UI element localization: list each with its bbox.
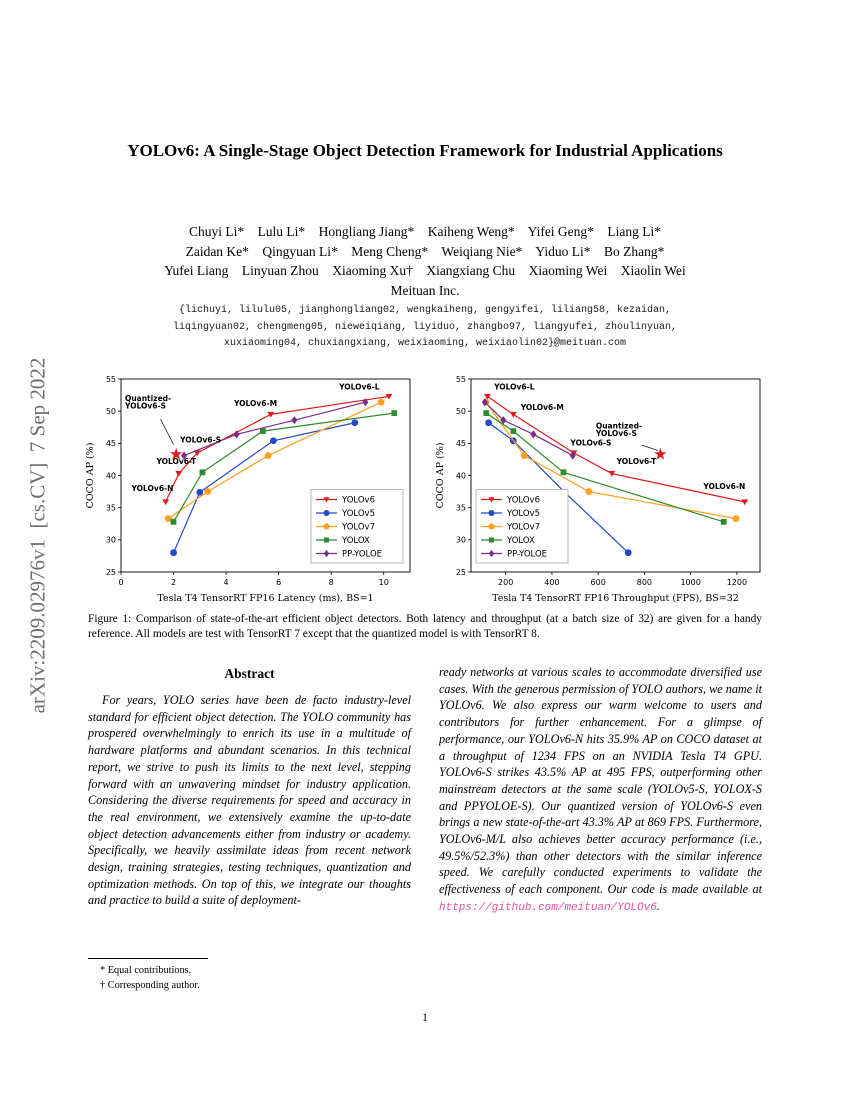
footnote-corresponding: † Corresponding author. (100, 980, 200, 992)
svg-text:30: 30 (105, 535, 116, 545)
svg-text:40: 40 (105, 471, 116, 481)
svg-text:YOLOv5: YOLOv5 (342, 509, 375, 519)
email-line-2: liqingyuan02, chengmeng05, nieweiqiang, liyiduo, zhangbo97, liangyufei, zhoulinyuan, (172, 321, 678, 333)
svg-text:YOLOv5: YOLOv5 (507, 509, 540, 519)
svg-text:YOLOv6-S: YOLOv6-S (124, 401, 167, 411)
svg-text:YOLOv6-N: YOLOv6-N (131, 483, 174, 493)
svg-text:YOLOv7: YOLOv7 (507, 522, 540, 533)
svg-text:45: 45 (105, 439, 116, 449)
svg-text:YOLOv6-L: YOLOv6-L (494, 382, 535, 392)
svg-text:2: 2 (170, 578, 177, 587)
svg-text:0: 0 (118, 578, 124, 587)
figure1 (0, 370, 850, 608)
svg-text:50: 50 (455, 406, 466, 416)
svg-text:6: 6 (276, 578, 282, 587)
abstract-paragraph-right (439, 664, 762, 916)
svg-text:YOLOX: YOLOX (342, 536, 370, 546)
abstract-paragraph-left: For years, YOLO series have been de facto industry-level standard for efficient object detection. The YOLO community has prospered overwhelmingly to enrich its use in a multitude of hardware platforms and abundant scenarios. In this technical report, we strive to push its limits to the next level, stepping forward with an unwavering mindset for industry application. Considering the diverse requirements for speed and accuracy in the real environment, we extensively examine the up-to-date object detection advancements either from industry or academy. Specifically, we heavily assimilate ideas from recent network design, training strategies, testing techniques, quantization and optimization methods. On top of this, we integrate our thoughts and practice to build a suite of deployment- (88, 693, 411, 908)
arxiv-watermark: arXiv:2209.02976v1 [cs.CV] 7 Sep 2022 (25, 357, 50, 714)
svg-text:25: 25 (455, 567, 466, 577)
svg-text:200: 200 (498, 578, 514, 587)
svg-text:40: 40 (455, 471, 466, 481)
github-link[interactable]: https://github.com/meituan/YOLOv6 (439, 901, 657, 914)
svg-text:30: 30 (455, 535, 466, 545)
svg-text:YOLOv6: YOLOv6 (342, 495, 375, 506)
svg-text:YOLOv6-M: YOLOv6-M (520, 402, 564, 412)
svg-text:Quantized-: Quantized- (124, 393, 172, 403)
footnotes (88, 958, 411, 994)
svg-text:PP-YOLOE: PP-YOLOE (342, 549, 383, 560)
email-block (0, 303, 850, 353)
svg-text:Tesla T4 TensorRT FP16 Latency: Tesla T4 TensorRT FP16 Latency (ms), BS=1 (157, 593, 374, 604)
figure1-caption: Figure 1: Comparison of state-of-the-art efficient object detectors. Both latency and throughput (at a batch size of 32) are given for a handy reference. All models are test with TensorRT 7 except that the quantized model is with TensorRT 8. (88, 613, 762, 641)
svg-text:55: 55 (455, 374, 466, 384)
svg-text:COCO AP (%): COCO AP (%) (435, 442, 446, 509)
svg-text:YOLOv7: YOLOv7 (342, 522, 375, 533)
page-number: 1 (422, 1012, 428, 1024)
svg-text:35: 35 (105, 503, 116, 513)
sentence-period: . (656, 898, 660, 913)
right-column (439, 664, 762, 916)
abstract-heading: Abstract (224, 666, 275, 681)
svg-text:55: 55 (105, 374, 116, 384)
latency-chart (83, 370, 417, 608)
svg-text:YOLOv6-M: YOLOv6-M (233, 399, 278, 409)
svg-text:COCO AP (%): COCO AP (%) (85, 442, 96, 509)
footnote-equal-contrib: * Equal contributions. (100, 965, 192, 976)
svg-text:8: 8 (328, 578, 334, 587)
left-column (88, 664, 411, 916)
svg-text:50: 50 (105, 406, 116, 416)
svg-text:YOLOv6-N: YOLOv6-N (703, 482, 746, 492)
author-block (0, 222, 850, 300)
svg-text:YOLOv6-T: YOLOv6-T (156, 456, 197, 466)
svg-text:Quantized-: Quantized- (595, 421, 643, 431)
paper-title: YOLOv6: A Single-Stage Object Detection Framework for Industrial Applications (127, 141, 723, 160)
throughput-chart (433, 370, 767, 608)
svg-text:YOLOv6-T: YOLOv6-T (616, 456, 657, 466)
svg-text:YOLOv6-L: YOLOv6-L (339, 382, 380, 392)
svg-text:YOLOv6-S: YOLOv6-S (180, 435, 222, 445)
affiliation: Meituan Inc. (390, 282, 460, 298)
author-line-3: Yufei Liang Linyuan Zhou Xiaoming Xu† Xiangxiang Chu Xiaoming Wei Xiaolin Wei (164, 263, 686, 278)
svg-text:1200: 1200 (726, 578, 748, 587)
body-columns (88, 664, 762, 916)
footnote-rule (88, 958, 208, 959)
author-line-1: Chuyi Li* Lulu Li* Hongliang Jiang* Kaiheng Weng* Yifei Geng* Liang Li* (188, 224, 662, 239)
svg-text:PP-YOLOE: PP-YOLOE (507, 549, 548, 560)
email-line-1: {lichuyi, lilulu05, jianghongliang02, wengkaiheng, gengyifei, liliang58, kezaidan, (178, 305, 672, 316)
svg-text:25: 25 (105, 567, 116, 577)
svg-text:Tesla T4 TensorRT FP16 Through: Tesla T4 TensorRT FP16 Throughput (FPS), BS=32 (492, 593, 739, 604)
svg-text:45: 45 (455, 439, 466, 449)
svg-text:YOLOX: YOLOX (507, 536, 535, 546)
svg-text:10: 10 (378, 578, 389, 587)
svg-text:35: 35 (455, 503, 466, 513)
svg-text:YOLOv6-S: YOLOv6-S (595, 429, 637, 439)
svg-text:YOLOv6: YOLOv6 (507, 495, 540, 506)
svg-text:400: 400 (544, 578, 560, 587)
author-line-2: Zaidan Ke* Qingyuan Li* Meng Cheng* Weiqiang Nie* Yiduo Li* Bo Zhang* (185, 243, 665, 259)
svg-text:YOLOv6-S: YOLOv6-S (570, 438, 612, 448)
abstract-text-right: ready networks at various scales to accommodate diversified use cases. With the generous permission of YOLO authors, we name it YOLOv6. We also express our warm welcome to users and contributors for further enhancement. For a glimpse of performance, our YOLOv6-N hits 35.9% AP on COCO dataset at a throughput of 1234 FPS on an NVIDIA Tesla T4 GPU. YOLOv6-S strikes 43.5% AP at 495 FPS, outperforming other mainstream detectors at the same scale (YOLOv5-S, YOLOX-S and PPYOLOE-S). Our quantized version of YOLOv6-S even brings a new state-of-the-art 43.3% AP at 869 FPS. Furthermore, YOLOv6-M/L also achieves better accuracy performance (i.e., 49.5%/52.3%) than other detectors with the similar inference speed. We carefully conducted experiments to validate the effectiveness of each component. Our code is made available at (439, 665, 762, 897)
email-line-3: xuxiaoming04, chuxiangxiang, weixiaoming, weixiaolin02}@meituan.com (223, 338, 627, 349)
svg-text:600: 600 (590, 578, 606, 587)
svg-text:800: 800 (636, 578, 653, 587)
svg-text:1000: 1000 (680, 578, 701, 587)
svg-text:4: 4 (223, 578, 229, 587)
